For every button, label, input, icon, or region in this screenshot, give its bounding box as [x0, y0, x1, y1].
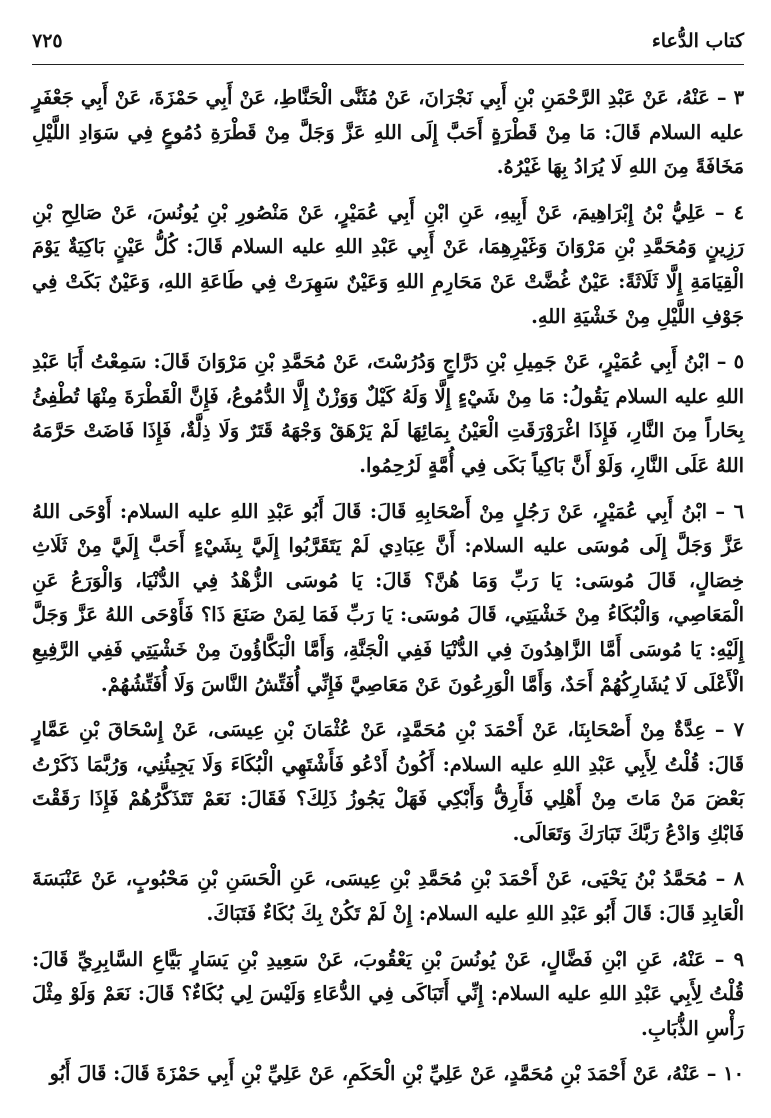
hadith-paragraph [32, 495, 744, 703]
hadith-text: عِدَّةٌ مِنْ أَصْحَابِنَا، عَنْ أَحْمَدَ بْنِ مُحَمَّدٍ، عَنْ عُثْمَانَ بْنِ عِيسَى، عَنْ إِسْحَاقَ بْنِ عَمَّارٍ قَالَ: قُلْتُ لِأَبِي عَبْدِ اللهِ عليه السلام: أَكُونُ أَدْعُو فَأَشْتَهِي الْبُكَاءَ وَلَا يَجِيئُنِي، وَرُبَّمَا ذَكَرْتُ بَعْضَ مَنْ مَاتَ مِنْ أَهْلِي فَأَرِقُّ وَأَبْكِي فَهَلْ يَجُوزُ ذَلِكَ؟ فَقَالَ: نَعَمْ تَتَذَكَّرُهُمْ فَإِذَا رَقَقْتَ فَابْكِ وَادْعُ رَبَّكَ تَبَارَكَ وَتَعَالَى. [32, 718, 744, 845]
hadith-paragraph [32, 81, 744, 185]
hadith-paragraph [32, 713, 744, 851]
hadith-number: ٧ [733, 718, 744, 742]
dash-separator: – [707, 499, 734, 523]
dash-separator: – [705, 718, 734, 742]
hadith-text: عَلِيُّ بْنُ إِبْرَاهِيمَ، عَنْ أَبِيهِ، عَنِ ابْنِ أَبِي عُمَيْرٍ، عَنْ مَنْصُورِ بْنِ يُونُسَ، عَنْ صَالِحِ بْنِ رَزِينٍ وَمُحَمَّدِ بْنِ مَرْوَانَ وَغَيْرِهِمَا، عَنْ أَبِي عَبْدِ اللهِ عليه السلام قَالَ: كُلُّ عَيْنٍ بَاكِيَةٌ يَوْمَ الْقِيَامَةِ إِلَّا ثَلَاثَةً: عَيْنٌ غُضَّتْ عَنْ مَحَارِمِ اللهِ وَعَيْنٌ سَهِرَتْ فِي طَاعَةِ اللهِ، وَعَيْنٌ بَكَتْ فِي جَوْفِ اللَّيْلِ مِنْ خَشْيَةِ اللهِ. [32, 200, 744, 328]
page-number: ٧٢٥ [32, 30, 63, 52]
hadith-text: عَنْهُ، عَنْ عَبْدِ الرَّحْمَنِ بْنِ أَبِي نَجْرَانَ، عَنْ مُثَنَّى الْحَنَّاطِ، عَنْ أَبِي حَمْزَةَ، عَنْ أَبِي جَعْفَرٍ عليه السلام قَالَ: مَا مِنْ قَطْرَةٍ أَحَبَّ إِلَى اللهِ عَزَّ وَجَلَّ مِنْ قَطْرَةِ دُمُوعٍ فِي سَوَادِ اللَّيْلِ مَخَافَةً مِنَ اللهِ لَا يُرَادُ بِهَا غَيْرُهُ. [32, 86, 744, 179]
hadith-number: ٥ [733, 350, 744, 374]
hadith-paragraph [32, 196, 744, 334]
hadith-number: ٤ [733, 200, 744, 224]
hadith-text: ابْنُ أَبِي عُمَيْرٍ، عَنْ جَمِيلِ بْنِ دَرَّاجٍ وَدُرُسْتَ، عَنْ مُحَمَّدِ بْنِ مَرْوَانَ قَالَ: سَمِعْتُ أَبَا عَبْدِ اللهِ عليه السلام يَقُولُ: مَا مِنْ شَيْءٍ إِلَّا وَلَهُ كَيْلٌ وَوَزْنٌ إِلَّا الدُّمُوعُ، فَإِنَّ الْقَطْرَةَ مِنْهَا تُطْفِئُ بِحَاراً مِنَ النَّارِ، فَإِذَا اغْرَوْرَقَتِ الْعَيْنُ بِمَائِهَا لَمْ يَرْهَقْ وَجْهَهُ قَتَرٌ وَلَا ذِلَّةٌ، فَإِذَا فَاضَتْ حَرَّمَهُ اللهُ عَلَى النَّارِ، وَلَوْ أَنَّ بَاكِياً بَكَى فِي أُمَّةٍ لَرُحِمُوا. [32, 350, 744, 477]
hadith-paragraph [32, 943, 744, 1047]
page-content [32, 81, 744, 1092]
dash-separator: – [705, 947, 734, 971]
hadith-text: عَنْهُ، عَنِ ابْنِ فَضَّالٍ، عَنْ يُونُسَ بْنِ يَعْقُوبَ، عَنْ سَعِيدِ بْنِ يَسَارٍ بَيَّاعِ السَّابِرِيِّ قَالَ: قُلْتُ لِأَبِي عَبْدِ اللهِ عليه السلام: إِنِّي أَتَبَاكَى فِي الدُّعَاءِ وَلَيْسَ لِي بُكَاءٌ؟ قَالَ: نَعَمْ وَلَوْ مِثْلَ رَأْسِ الذُّبَابِ. [32, 947, 744, 1040]
book-page [32, 18, 744, 1108]
hadith-number: ٨ [733, 867, 744, 891]
dash-separator: – [709, 350, 734, 374]
hadith-text: مُحَمَّدُ بْنُ يَحْيَى، عَنْ أَحْمَدَ بْنِ مُحَمَّدِ بْنِ عِيسَى، عَنِ الْحَسَنِ بْنِ مَحْبُوبٍ، عَنْ عَنْبَسَةَ الْعَابِدِ قَالَ: قَالَ أَبُو عَبْدِ اللهِ عليه السلام: إِنْ لَمْ تَكُنْ بِكَ بُكَاءٌ فَتَبَاكَ. [32, 867, 744, 926]
page-header [32, 18, 744, 65]
dash-separator: – [709, 86, 734, 109]
hadith-paragraph [32, 345, 744, 483]
hadith-number: ١٠ [723, 1062, 744, 1086]
hadith-text: عَنْهُ، عَنْ أَحْمَدَ بْنِ مُحَمَّدٍ، عَنْ عَلِيِّ بْنِ الْحَكَمِ، عَنْ عَلِيِّ بْنِ أَبِي حَمْزَةَ قَالَ: قَالَ أَبُو [49, 1062, 700, 1086]
dash-separator: – [707, 867, 734, 891]
hadith-number: ٦ [733, 499, 744, 523]
hadith-paragraph [32, 862, 744, 931]
dash-separator: – [705, 200, 734, 224]
dash-separator: – [699, 1062, 724, 1086]
book-title: كتاب الدُّعاء [651, 30, 744, 52]
hadith-text: ابْنُ أَبِي عُمَيْرٍ، عَنْ رَجُلٍ مِنْ أَصْحَابِهِ قَالَ: قَالَ أَبُو عَبْدِ اللهِ عليه السلام: أَوْحَى اللهُ عَزَّ وَجَلَّ إِلَى مُوسَى عليه السلام: أَنَّ عِبَادِي لَمْ يَتَقَرَّبُوا إِلَيَّ بِشَيْءٍ أَحَبَّ إِلَيَّ مِنْ ثَلَاثِ خِصَالٍ، قَالَ مُوسَى: يَا رَبِّ وَمَا هُنَّ؟ قَالَ: يَا مُوسَى الزُّهْدُ فِي الدُّنْيَا، وَالْوَرَعُ عَنِ الْمَعَاصِي، وَالْبُكَاءُ مِنْ خَشْيَتِي، قَالَ مُوسَى: يَا رَبِّ فَمَا لِمَنْ صَنَعَ ذَا؟ فَأَوْحَى اللهُ عَزَّ وَجَلَّ إِلَيْهِ: يَا مُوسَى أَمَّا الزَّاهِدُونَ فِي الدُّنْيَا فَفِي الْجَنَّةِ، وَأَمَّا الْبَكَّاؤُونَ مِنْ خَشْيَتِي فَفِي الرَّفِيعِ الْأَعْلَى لَا يُشَارِكُهُمْ أَحَدٌ، وَأَمَّا الْوَرِعُونَ عَنْ مَعَاصِيَّ فَإِنِّي أُفَتِّشُ النَّاسَ وَلَا أُفَتِّشُهُمْ. [32, 499, 744, 696]
hadith-paragraph [32, 1057, 744, 1092]
hadith-number: ٩ [733, 947, 744, 971]
hadith-number: ٣ [733, 86, 744, 109]
